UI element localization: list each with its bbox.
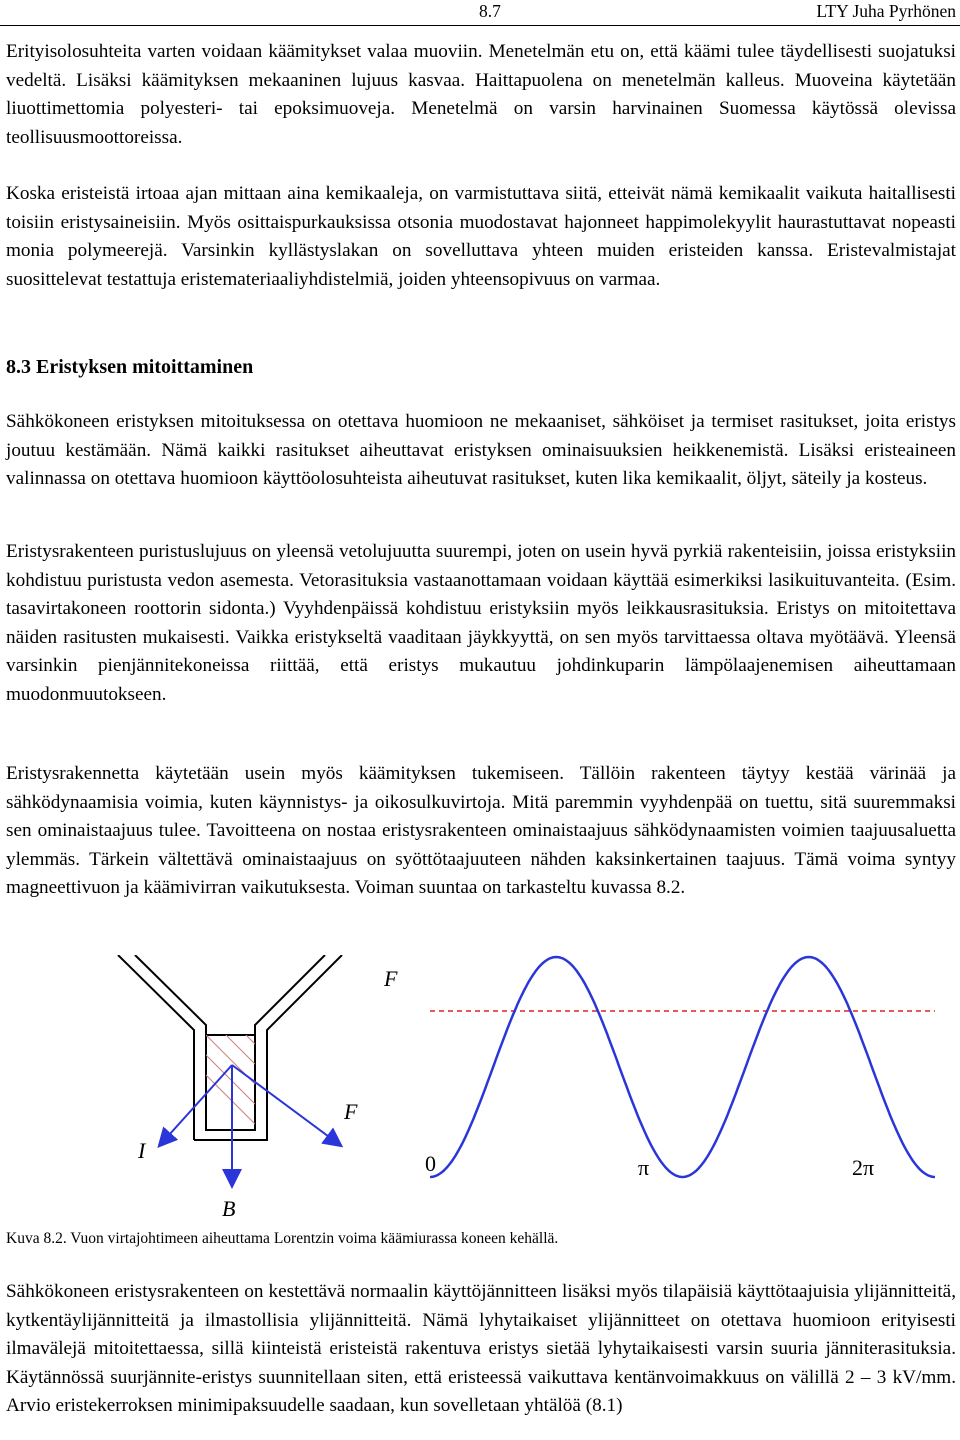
- force-arrow: [232, 1065, 340, 1145]
- label-current: I: [138, 1138, 146, 1163]
- paragraph-chemicals: Koska eristeistä irtoaa ajan mittaan aina kemikaaleja, on varmistuttava siitä, etteivät nämä kemikaalit vaikuta haitallisesti toisiin eristysaineisiin. Myös osittaispurkauksissa otsonia muodostavat hajonneet happimolekyylit haurastuttavat nopeasti monia polymeerejä. Varsinkin kyllästyslakan on sovelluttava yhteen muiden eristeiden kanssa. Eristevalmistajat suosittelevat testattuja eristemateriaaliyhdistelmiä, joiden yhteensopivuus on varmaa.: [6, 183, 956, 290]
- label-x-2pi: 2π: [852, 1155, 875, 1180]
- slot-inner: [135, 955, 325, 1130]
- force-wave: [430, 957, 935, 1180]
- label-axis-f: F: [384, 966, 398, 991]
- figure-caption: Kuva 8.2. Vuon virtajohtimeen aiheuttama Lorentzin voima käämiurassa koneen kehällä.: [6, 1230, 559, 1247]
- lorentz-figure-svg: [0, 955, 960, 1225]
- paragraph-casting: Erityisolosuhteita varten voidaan käämitykset valaa muoviin. Menetelmän etu on, että käämi tulee täydellisesti suojatuksi vedeltä. Lisäksi käämityksen mekaaninen lujuus kasvaa. Haittapuolena on menetelmän kalleus. Muoveina käytetään liuottimettomia polyesteri- tai epoksimuoveja. Menetelmä on varsin harvinainen Suomessa käytössä olevissa teollisuusmoottoreissa.: [6, 41, 956, 148]
- page-header: [0, 0, 960, 26]
- paragraph-vibration: Eristysrakennetta käytetään usein myös käämityksen tukemiseen. Tällöin rakenteen täytyy kestää värinää ja sähködynaamisia voimia, kuten käynnistys- ja oikosulkuvirtoja. Mitä paremmin vyyhdenpää on tuettu, sitä suuremmaksi sen ominaistaajuus tulee. Tavoitteena on nostaa eristysrakenteen ominaistaajuus sähködynaamisten voimien taajuusaluetta ylemmäs. Tärkein vältettävä ominaistaajuus on syöttötaajuuteen nähden kaksinkertainen taajuus. Tämä voima syntyy magneettivuon ja käämivirran vaikutuksesta. Voiman suuntaa on tarkasteltu kuvassa 8.2.: [6, 763, 956, 899]
- figure-8-2: [0, 955, 960, 1225]
- label-x-zero: 0: [425, 1151, 436, 1176]
- label-force: F: [344, 1099, 358, 1124]
- paragraph-compression: Eristysrakenteen puristuslujuus on yleensä vetolujuutta suurempi, joten on usein hyvä pyrkiä rakenteisiin, joissa eristyksiin kohdistuu puristusta vedon asemesta. Vetorasituksia vastaanottamaan voidaan käyttää esimerkiksi lasikuituvanteita. (Esim. tasavirtakoneen roottorin sidonta.) Vyyhdenpäissä kohdistuu eristyksiin myös leikkausrasituksia. Eristys on mitoitettava näiden rasitusten mukaisesti. Vaikka eristykseltä vaaditaan jäykkyyttä, on sen myös tarvittaessa oltava myötäävä. Yleensä varsinkin pienjännitekoneissa riittää, että eristys mukautuu johdinkuparin lämpölaajenemisen aiheuttamaan muodonmuutokseen.: [6, 541, 956, 705]
- header-author: LTY Juha Pyrhönen: [816, 1, 956, 21]
- section-number: 8.7: [479, 1, 501, 21]
- paragraph-dimensioning: Sähkökoneen eristyksen mitoituksessa on otettava huomioon ne mekaaniset, sähköiset ja termiset rasitukset, joita eristys joutuu kestämään. Nämä kaikki rasitukset aiheuttavat eristyksen ominaisuuksien heikkenemistä. Lisäksi eristeaineen valinnassa on otettava huomioon käyttöolosuhteista aiheutuvat rasitukset, kuten lika kemikaalit, öljyt, säteily ja kosteus.: [6, 411, 956, 490]
- paragraph-overvoltages: Sähkökoneen eristysrakenteen on kestettävä normaalin käyttöjännitteen lisäksi myös tilapäisiä käyttötaajuisia ylijännitteitä, kytkentäylijännitteitä ja ilmastollisia ylijännitteitä. Nämä lyhytaikaiset ylijännitteet on otettava huomioon erityisesti ilmavälejä mitoitettaessa, sillä kiinteistä eristeistä rakentuva eristys sietää lyhytaikaisesti varsin suuria jänniterasituksia. Käytännössä suurjännite-eristys suunnitellaan siten, että eristeessä vaikuttava kentänvoimakkuus on välillä 2 – 3 kV/mm. Arvio eristekerroksen minimipaksuudelle saadaan, kun sovelletaan yhtälöä (8.1): [6, 1281, 956, 1417]
- slot-drawing: [118, 955, 342, 1140]
- label-x-pi: π: [638, 1155, 650, 1180]
- slot-right-outer: [194, 955, 342, 1140]
- slot-left-outer: [118, 955, 194, 1140]
- label-flux: B: [222, 1196, 236, 1221]
- current-arrow: [160, 1065, 232, 1145]
- section-heading: 8.3 Eristyksen mitoittaminen: [6, 356, 254, 378]
- header-rule: [0, 25, 960, 26]
